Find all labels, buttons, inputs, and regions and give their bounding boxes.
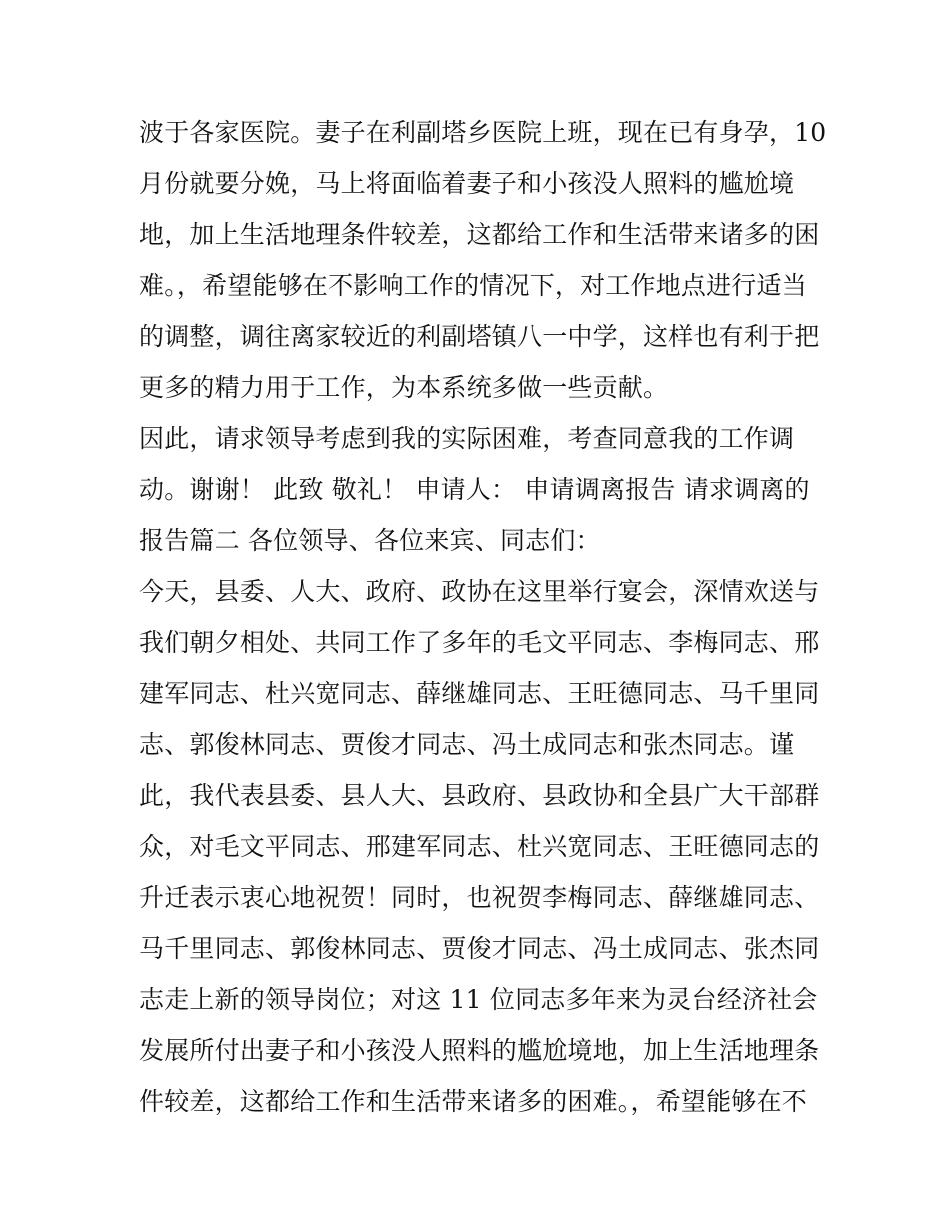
text-line: 建军同志、杜兴宽同志、薛继雄同志、王旺德同志、马千里同 bbox=[139, 679, 820, 708]
text-line: 件较差，这都给工作和生活带来诸多的困难。，希望能够在不 bbox=[139, 1087, 807, 1116]
body-text bbox=[139, 107, 827, 1127]
text-line: 因此，请求领导考虑到我的实际困难，考查同意我的工作调 bbox=[139, 424, 795, 453]
text-line: 波于各家医院。妻子在利副塔乡医院上班，现在已有身孕，10 bbox=[139, 118, 827, 147]
text-line: 我们朝夕相处、共同工作了多年的毛文平同志、李梅同志、邢 bbox=[139, 628, 820, 657]
text-line: 动。谢谢！ 此致 敬礼！ 申请人： 申请调离报告 请求调离的 bbox=[139, 475, 810, 504]
text-line: 今天，县委、人大、政府、政协在这里举行宴会，深情欢送与 bbox=[139, 577, 820, 606]
text-line: 志走上新的领导岗位；对这 11 位同志多年来为灵台经济社会 bbox=[139, 985, 818, 1014]
text-line: 升迁表示衷心地祝贺！同时，也祝贺李梅同志、薛继雄同志、 bbox=[139, 883, 820, 912]
text-line: 此，我代表县委、县人大、县政府、县政协和全县广大干部群 bbox=[139, 781, 820, 810]
text-line: 月份就要分娩，马上将面临着妻子和小孩没人照料的尴尬境 bbox=[139, 169, 795, 198]
text-line: 更多的精力用于工作，为本系统多做一些贡献。 bbox=[139, 373, 669, 402]
text-line: 志、郭俊林同志、贾俊才同志、冯土成同志和张杰同志。谨 bbox=[139, 730, 795, 759]
text-line: 马千里同志、郭俊林同志、贾俊才同志、冯土成同志、张杰同 bbox=[139, 934, 820, 963]
text-line: 众，对毛文平同志、邢建军同志、杜兴宽同志、王旺德同志的 bbox=[139, 832, 820, 861]
text-line: 难。，希望能够在不影响工作的情况下，对工作地点进行适当 bbox=[139, 271, 807, 300]
text-line: 报告篇二 各位领导、各位来宾、同志们： bbox=[139, 526, 601, 555]
text-line: 地，加上生活地理条件较差，这都给工作和生活带来诸多的困 bbox=[139, 220, 820, 249]
text-line: 发展所付出妻子和小孩没人照料的尴尬境地，加上生活地理条 bbox=[139, 1036, 820, 1065]
text-line: 的调整，调往离家较近的利副塔镇八一中学，这样也有利于把 bbox=[139, 322, 820, 351]
